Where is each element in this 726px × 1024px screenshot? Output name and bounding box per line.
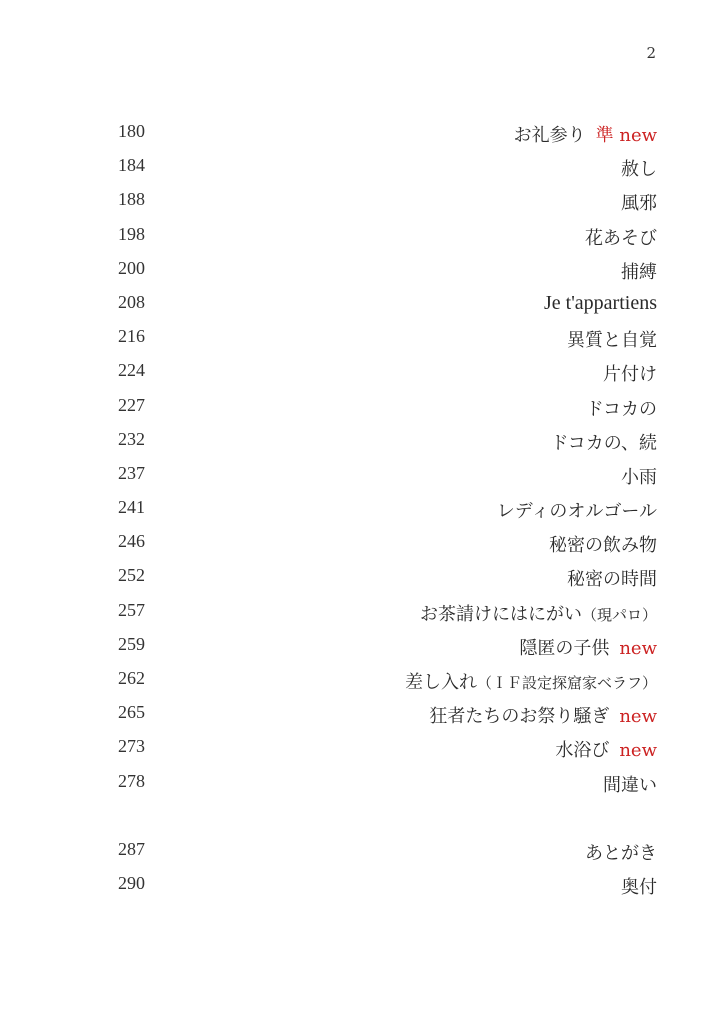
toc-row: [0, 593, 726, 627]
toc-page-number: 216: [118, 326, 145, 347]
table-of-contents: [0, 114, 726, 900]
toc-title-wrap: [586, 395, 657, 421]
new-tag: new: [619, 637, 657, 659]
toc-title: 差し入れ: [404, 672, 477, 693]
toc-page-number: 257: [118, 599, 145, 620]
toc-row: [0, 832, 726, 866]
new-tag: new: [619, 706, 657, 728]
toc-title-wrap: [621, 155, 657, 181]
toc-page-number: 262: [118, 668, 145, 688]
toc-title-wrap: [429, 702, 657, 728]
toc-page-number: 184: [118, 155, 145, 176]
toc-title: 赦し: [621, 159, 657, 181]
toc-title: お茶請けにはにがい: [419, 603, 582, 625]
new-tag: new: [619, 740, 657, 762]
toc-row: [0, 558, 726, 592]
toc-page-number: 224: [118, 360, 145, 381]
toc-title-wrap: [621, 189, 657, 215]
toc-title: ドコカの: [585, 398, 657, 420]
toc-title-wrap: [549, 531, 657, 557]
toc-page-number: 232: [118, 428, 145, 449]
toc-row: [0, 182, 726, 216]
toc-title-note: （現パロ）: [581, 605, 657, 624]
toc-page-number: 273: [118, 736, 145, 757]
toc-title: あとがき: [585, 842, 657, 864]
toc-title: 花あそび: [585, 227, 657, 249]
toc-title: 捕縛: [621, 261, 657, 283]
toc-title: 間違い: [603, 774, 657, 796]
toc-title-wrap: [621, 873, 657, 899]
toc-page-number: 188: [118, 189, 145, 210]
toc-title-wrap: [621, 258, 657, 284]
toc-row: [0, 148, 726, 182]
toc-row: [0, 285, 726, 319]
toc-title-wrap: [514, 121, 657, 147]
new-tag: 準 new: [595, 125, 657, 146]
toc-page-number: 246: [118, 531, 145, 552]
toc-title-wrap: [420, 600, 657, 626]
toc-page-number: 241: [118, 497, 145, 518]
toc-page-number: 227: [118, 394, 145, 415]
toc-title-wrap: [585, 839, 657, 865]
toc-title: 狂者たちのお祭り騒ぎ: [429, 706, 610, 728]
toc-page-number: 180: [118, 121, 145, 141]
toc-title: 片付け: [603, 364, 657, 386]
toc-row: [0, 695, 726, 729]
toc-title-wrap: [405, 668, 657, 694]
toc-title-wrap: [519, 634, 657, 660]
toc-title: Je t'appartiens: [543, 291, 657, 314]
toc-row: [0, 251, 726, 285]
toc-title: 異質と自覚: [567, 330, 657, 352]
toc-row: [0, 456, 726, 490]
toc-row: [0, 866, 726, 900]
toc-title: 秘密の時間: [567, 569, 657, 591]
toc-title: 隠匿の子供: [519, 637, 610, 659]
toc-row: [0, 490, 726, 524]
page-number: 2: [646, 44, 656, 62]
toc-row: [0, 422, 726, 456]
toc-title-note: （ＩＦ設定探窟家ベラフ）: [476, 674, 657, 692]
toc-page-number: 265: [118, 702, 145, 723]
toc-title: 水浴び: [555, 740, 610, 762]
toc-page-number: 287: [118, 838, 145, 859]
toc-title-wrap: [550, 429, 657, 455]
toc-title-wrap: [603, 360, 657, 386]
toc-title: 風邪: [621, 193, 657, 215]
toc-row: [0, 729, 726, 763]
toc-title-wrap: [567, 565, 657, 591]
toc-title-wrap: [585, 224, 657, 250]
toc-row: [0, 524, 726, 558]
toc-row: [0, 661, 726, 695]
toc-title-wrap: [544, 292, 657, 315]
toc-row: [0, 388, 726, 422]
toc-row: [0, 319, 726, 353]
toc-row: [0, 764, 726, 798]
toc-page-number: 259: [118, 633, 145, 654]
toc-title: 奥付: [621, 877, 657, 899]
toc-title: 秘密の飲み物: [549, 535, 657, 557]
toc-row: [0, 353, 726, 387]
toc-title-wrap: [567, 326, 657, 352]
toc-title-wrap: [497, 497, 657, 523]
toc-row: [0, 114, 726, 148]
toc-page-number: 252: [118, 565, 145, 586]
toc-title: お礼参り: [513, 125, 586, 146]
toc-page-number: 200: [118, 257, 145, 278]
toc-title-wrap: [555, 736, 657, 762]
toc-title-wrap: [603, 771, 657, 797]
toc-title: ドコカの、続: [550, 432, 657, 454]
toc-page-number: 278: [118, 770, 145, 791]
toc-title-wrap: [621, 463, 657, 489]
toc-row: [0, 217, 726, 251]
toc-row: [0, 627, 726, 661]
toc-page-number: 290: [118, 873, 145, 894]
toc-page-number: 237: [118, 462, 145, 483]
toc-title: レディのオルゴール: [496, 501, 657, 523]
toc-page-number: 208: [118, 291, 145, 312]
toc-title: 小雨: [621, 466, 657, 488]
toc-page-number: 198: [118, 223, 145, 244]
